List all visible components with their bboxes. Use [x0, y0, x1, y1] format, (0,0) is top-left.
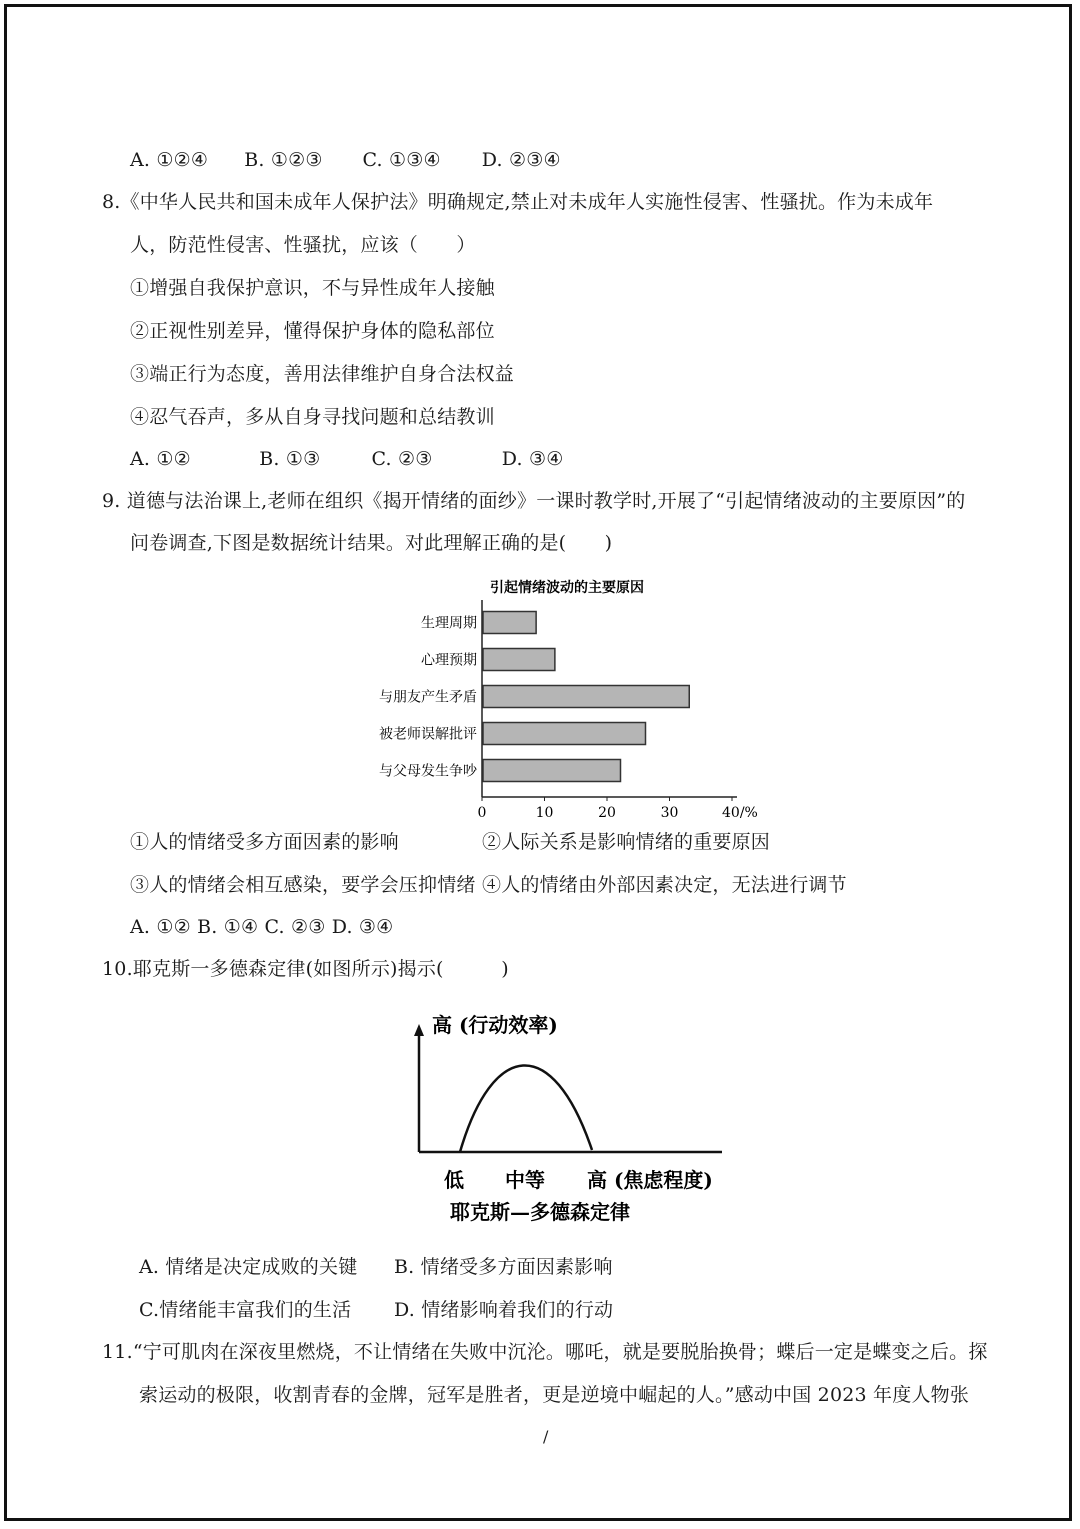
q7-option-d: D. ②③④ [481, 149, 561, 171]
x-tick-low: 低 [444, 1168, 464, 1192]
y-axis-arrow [414, 1024, 424, 1036]
q7-option-a: A. ①②④ [130, 149, 209, 171]
q8-statement-4: ④忍气吞声，多从自身寻找问题和总结教训 [130, 406, 495, 428]
bar-label-1: 生理周期 [421, 615, 477, 632]
bar-chart-title: 引起情绪波动的主要原因 [490, 580, 644, 596]
q9-statement-2: ②人际关系是影响情绪的重要原因 [482, 831, 771, 853]
q9-statement-3: ③人的情绪会相互感染，要学会压抑情绪 [130, 874, 476, 896]
bar-1 [483, 612, 536, 634]
q9-options: A. ①② B. ①④ C. ②③ D. ③④ [130, 916, 394, 938]
chart-caption: 耶克斯—多德森定律 [450, 1200, 630, 1224]
q9-stem-line1: 9. 道德与法治课上,老师在组织《揭开情绪的面纱》一课时教学时,开展了“引起情绪波动的主要原因”的 [102, 490, 966, 512]
yerkes-dodson-chart [402, 1002, 742, 1232]
x-tick-label-0: 0 [477, 805, 487, 821]
q8-option-c: C. ②③ [371, 448, 433, 470]
q11-stem-line2: 索运动的极限，收割青春的金牌，冠军是胜者，更是逆境中崛起的人。”感动中国 2023 年度人物张 [139, 1384, 970, 1406]
x-tick-mid: 中等 [505, 1168, 545, 1192]
q8-stem-line2: 人，防范性侵害、性骚扰，应该（ ） [130, 234, 476, 256]
q8-options [130, 447, 563, 471]
bar-label-3: 与朋友产生矛盾 [379, 689, 477, 706]
q8-statement-2: ②正视性别差异，懂得保护身体的隐私部位 [130, 320, 495, 342]
y-axis-label: 高 (行动效率) [432, 1013, 558, 1037]
bar-4 [483, 723, 646, 745]
page-footer-mark: / [543, 1427, 549, 1446]
q9-statement-4: ④人的情绪由外部因素决定，无法进行调节 [482, 874, 847, 896]
x-tick-high: 高 (焦虑程度) [587, 1168, 713, 1192]
q8-statement-3: ③端正行为态度，善用法律维护自身合法权益 [130, 363, 515, 385]
q7-options [130, 148, 561, 172]
emotion-causes-bar-chart [337, 572, 777, 821]
q9-stem-line2: 问卷调查,下图是数据统计结果。对此理解正确的是( ) [130, 532, 613, 554]
x-tick-label-2: 20 [598, 805, 616, 821]
q10-option-a: A. 情绪是决定成败的关键 [139, 1256, 358, 1278]
q10-stem: 10.耶克斯一多德森定律(如图所示)揭示( ) [102, 958, 509, 980]
q8-stem-line1: 8.《中华人民共和国未成年人保护法》明确规定,禁止对未成年人实施性侵害、性骚扰。作为未成年 [102, 191, 934, 213]
bar-5 [483, 760, 621, 782]
x-tick-label-3: 30 [660, 805, 679, 821]
efficiency-curve [460, 1065, 592, 1152]
q8-option-a: A. ①② [130, 448, 191, 470]
bar-label-5: 与父母发生争吵 [379, 763, 477, 780]
x-tick-label-4: 40/% [722, 805, 758, 821]
q8-option-b: B. ①③ [259, 448, 321, 470]
bar-2 [483, 649, 555, 671]
x-tick-label-1: 10 [535, 805, 554, 821]
q8-statement-1: ①增强自我保护意识，不与异性成年人接触 [130, 277, 495, 299]
q10-option-d: D. 情绪影响着我们的行动 [394, 1299, 614, 1321]
q7-option-c: C. ①③④ [362, 149, 441, 171]
q7-option-b: B. ①②③ [244, 149, 323, 171]
bar-label-4: 被老师误解批评 [379, 726, 477, 743]
q10-option-c: C.情绪能丰富我们的生活 [139, 1299, 352, 1321]
exam-page [4, 4, 1072, 1521]
q9-statement-1: ①人的情绪受多方面因素的影响 [130, 831, 399, 853]
q10-option-b: B. 情绪受多方面因素影响 [394, 1256, 613, 1278]
bar-label-2: 心理预期 [421, 652, 477, 669]
q8-option-d: D. ③④ [501, 448, 564, 470]
q11-stem-line1: 11.“宁可肌肉在深夜里燃烧，不让情绪在失败中沉沦。哪吒，就是要脱胎换骨；蝶后一定是蝶变之后。探 [102, 1341, 988, 1363]
bar-3 [483, 686, 689, 708]
